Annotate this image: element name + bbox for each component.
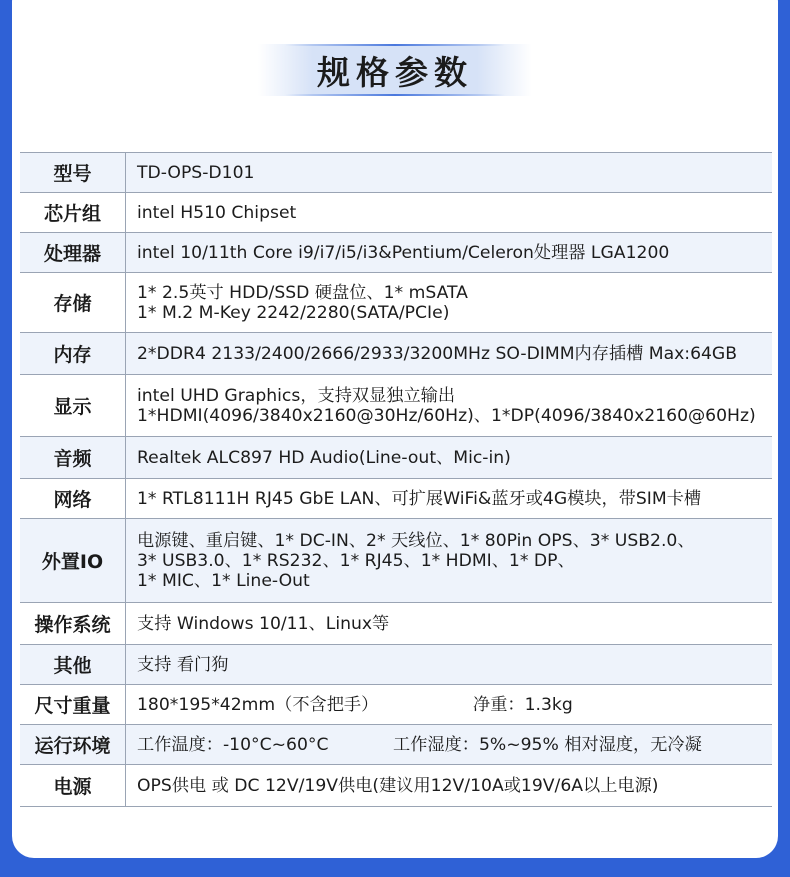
- spec-value: [126, 375, 773, 437]
- spec-value-line: 支持 看门狗: [137, 654, 229, 675]
- spec-label: 电源: [20, 765, 126, 807]
- spec-row-audio: [20, 437, 772, 479]
- spec-row-memory: [20, 333, 772, 375]
- spec-label: 内存: [20, 333, 126, 375]
- spec-label: 型号: [20, 153, 126, 193]
- spec-row-environment: [20, 725, 772, 765]
- spec-value-line: 1*HDMI(4096/3840x2160@30Hz/60Hz)、1*DP(4096/3840x2160@60Hz): [137, 405, 756, 426]
- spec-value: [126, 333, 773, 375]
- spec-value-line: intel 10/11th Core i9/i7/i5/i3&Pentium/Celeron处理器 LGA1200: [137, 242, 670, 263]
- spec-humidity-value: 工作湿度：5%~95% 相对湿度，无冷凝: [393, 734, 702, 755]
- title-banner: [258, 44, 532, 96]
- spec-row-model: [20, 153, 772, 193]
- spec-value-line: 1* M.2 M-Key 2242/2280(SATA/PCIe): [137, 302, 450, 323]
- spec-value-line: TD-OPS-D101: [137, 162, 255, 183]
- spec-size-value: 180*195*42mm（不含把手）: [137, 694, 379, 715]
- spec-value-line: 1* MIC、1* Line-Out: [137, 570, 310, 591]
- spec-value: [126, 603, 773, 645]
- spec-label: 网络: [20, 479, 126, 519]
- spec-value-line: intel UHD Graphics，支持双显独立输出: [137, 385, 456, 406]
- spec-row-size-weight: [20, 685, 772, 725]
- spec-value: [126, 765, 773, 807]
- spec-row-power: [20, 765, 772, 807]
- spec-weight-value: 净重：1.3kg: [473, 694, 573, 715]
- spec-label: 芯片组: [20, 193, 126, 233]
- spec-value: [126, 685, 773, 725]
- spec-label: 显示: [20, 375, 126, 437]
- page-title: 规格参数: [317, 52, 473, 92]
- spec-value: [126, 645, 773, 685]
- spec-value: [126, 233, 773, 273]
- spec-row-storage: [20, 273, 772, 333]
- spec-label: 操作系统: [20, 603, 126, 645]
- spec-value-line: OPS供电 或 DC 12V/19V供电(建议用12V/10A或19V/6A以上电源): [137, 775, 659, 796]
- spec-value-line: 2*DDR4 2133/2400/2666/2933/3200MHz SO-DIMM内存插槽 Max:64GB: [137, 343, 738, 364]
- spec-value-line: 电源键、重启键、1* DC-IN、2* 天线位、1* 80Pin OPS、3* USB2.0、: [137, 530, 695, 551]
- spec-value: [126, 725, 773, 765]
- spec-row-os: [20, 603, 772, 645]
- spec-label: 其他: [20, 645, 126, 685]
- spec-table: [20, 152, 772, 807]
- spec-value: [126, 193, 773, 233]
- spec-value: [126, 153, 773, 193]
- spec-value-line: 1* RTL8111H RJ45 GbE LAN、可扩展WiFi&蓝牙或4G模块，带SIM卡槽: [137, 488, 702, 509]
- spec-row-network: [20, 479, 772, 519]
- spec-row-processor: [20, 233, 772, 273]
- spec-label: 运行环境: [20, 725, 126, 765]
- spec-row-other: [20, 645, 772, 685]
- spec-value-line: 支持 Windows 10/11、Linux等: [137, 613, 390, 634]
- spec-row-chipset: [20, 193, 772, 233]
- spec-value: [126, 437, 773, 479]
- spec-value-line: intel H510 Chipset: [137, 202, 297, 223]
- spec-label: 音频: [20, 437, 126, 479]
- spec-value: [126, 273, 773, 333]
- spec-label: 外置IO: [20, 519, 126, 603]
- spec-label: 处理器: [20, 233, 126, 273]
- spec-temp-value: 工作温度：-10°C~60°C: [137, 734, 329, 755]
- spec-row-display: [20, 375, 772, 437]
- spec-value-line: Realtek ALC897 HD Audio(Line-out、Mic-in): [137, 447, 511, 468]
- spec-label: 存储: [20, 273, 126, 333]
- spec-value-line: 1* 2.5英寸 HDD/SSD 硬盘位、1* mSATA: [137, 282, 468, 303]
- spec-value: [126, 479, 773, 519]
- spec-label: 尺寸重量: [20, 685, 126, 725]
- spec-value: [126, 519, 773, 603]
- spec-row-external-io: [20, 519, 772, 603]
- spec-value-line: 3* USB3.0、1* RS232、1* RJ45、1* HDMI、1* DP、: [137, 550, 575, 571]
